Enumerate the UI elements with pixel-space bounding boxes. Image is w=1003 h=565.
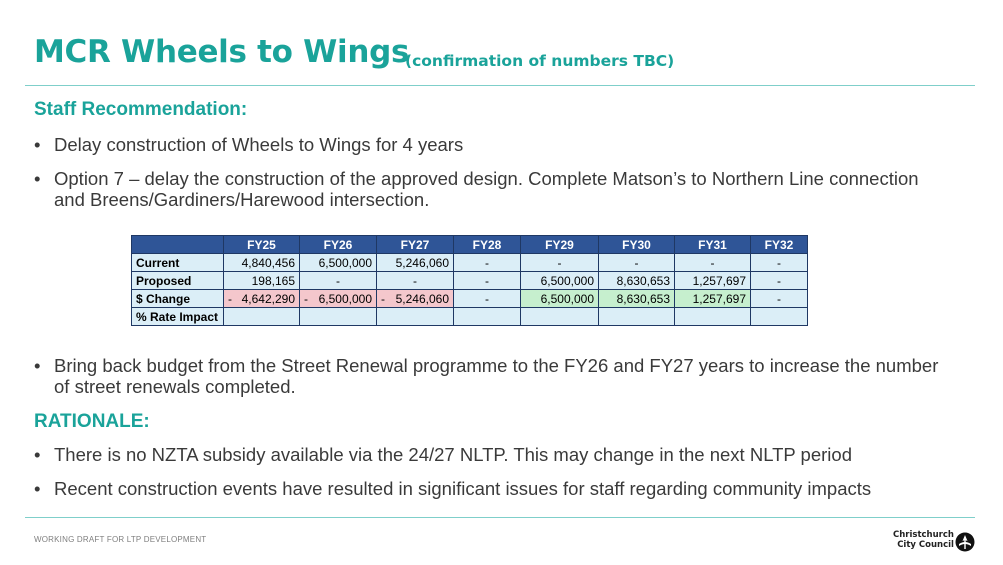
rationale-bullet: [34, 444, 954, 465]
table-cell: [599, 308, 675, 326]
column-header: FY32: [751, 236, 808, 254]
bullet-text: Delay construction of Wheels to Wings for 4 years: [54, 134, 464, 155]
column-header: FY26: [300, 236, 377, 254]
row-label: % Rate Impact: [132, 308, 224, 326]
bullet-text: Option 7 – delay the construction of the approved design. Complete Matson’s to Northern Line connection and Breens/Gardiners/Harewood intersection.: [54, 168, 919, 210]
table-cell: -: [454, 272, 521, 290]
recommendation-bullet: [34, 134, 954, 155]
table-cell: -: [300, 272, 377, 290]
row-label: Current: [132, 254, 224, 272]
table-cell: 8,630,653: [599, 272, 675, 290]
cell-value: 4,642,290: [241, 291, 295, 306]
table-cell: 6,500,000: [521, 272, 599, 290]
draft-notice: WORKING DRAFT FOR LTP DEVELOPMENT: [34, 535, 207, 544]
table-cell: [224, 308, 300, 326]
row-label: $ Change: [132, 290, 224, 308]
table-cell: -: [599, 254, 675, 272]
bullet-dot: •: [34, 355, 41, 376]
bullet-text: Bring back budget from the Street Renewal programme to the FY26 and FY27 years to increase the number of street renewals completed.: [54, 355, 939, 397]
bullet-dot: •: [34, 444, 41, 465]
column-header: FY30: [599, 236, 675, 254]
table-row: [132, 272, 808, 290]
negative-sign: -: [381, 291, 385, 306]
rationale-heading: RATIONALE:: [34, 411, 150, 432]
table-cell: 5,246,060: [377, 254, 454, 272]
page-title: MCR Wheels to Wings: [34, 34, 410, 70]
table-cell: -: [454, 290, 521, 308]
budget-table: [131, 235, 808, 326]
table-cell: 4,840,456: [224, 254, 300, 272]
logo-line: City Council: [897, 540, 954, 550]
negative-change-cell: [377, 290, 454, 308]
table-cell: [454, 308, 521, 326]
bullet-dot: •: [34, 134, 41, 155]
staff-recommendation-heading: Staff Recommendation:: [34, 99, 248, 120]
header-divider: [25, 85, 975, 86]
table-cell: [751, 308, 808, 326]
table-cell: [521, 308, 599, 326]
recommendation-bullet: [34, 355, 954, 397]
table-cell: -: [751, 272, 808, 290]
table-cell: -: [521, 254, 599, 272]
bullet-dot: •: [34, 168, 41, 189]
table-cell: 6,500,000: [300, 254, 377, 272]
table-row: [132, 254, 808, 272]
table-row: [132, 290, 808, 308]
positive-change-cell: 8,630,653: [599, 290, 675, 308]
column-header: FY29: [521, 236, 599, 254]
bullet-text: Recent construction events have resulted in significant issues for staff regarding community impacts: [54, 478, 872, 499]
positive-change-cell: 6,500,000: [521, 290, 599, 308]
table-cell: [300, 308, 377, 326]
table-row: [132, 308, 808, 326]
column-header: FY25: [224, 236, 300, 254]
rationale-bullet: [34, 478, 954, 499]
bullet-text: There is no NZTA subsidy available via the 24/27 NLTP. This may change in the next NLTP period: [54, 444, 852, 465]
table-cell: 198,165: [224, 272, 300, 290]
table-cell: [377, 308, 454, 326]
column-header: FY28: [454, 236, 521, 254]
page-subtitle: (confirmation of numbers TBC): [405, 52, 675, 70]
positive-change-cell: 1,257,697: [675, 290, 751, 308]
column-header: FY27: [377, 236, 454, 254]
bullet-dot: •: [34, 478, 41, 499]
council-logo-text: [893, 530, 954, 550]
row-label: Proposed: [132, 272, 224, 290]
cell-value: 6,500,000: [318, 291, 372, 306]
recommendation-bullet: [34, 168, 954, 210]
negative-sign: -: [304, 291, 308, 306]
table-cell: -: [751, 290, 808, 308]
table-cell: -: [751, 254, 808, 272]
table-header-row: [132, 236, 808, 254]
negative-sign: -: [228, 291, 232, 306]
table-cell: -: [454, 254, 521, 272]
column-header: FY31: [675, 236, 751, 254]
table-cell: -: [675, 254, 751, 272]
cell-value: 5,246,060: [395, 291, 449, 306]
table-corner-cell: [132, 236, 224, 254]
table-cell: -: [377, 272, 454, 290]
table-cell: 1,257,697: [675, 272, 751, 290]
council-logo-icon: [955, 532, 975, 552]
negative-change-cell: [300, 290, 377, 308]
logo-line: Christchurch: [893, 530, 954, 540]
table-cell: [675, 308, 751, 326]
negative-change-cell: [224, 290, 300, 308]
footer-divider: [25, 517, 975, 518]
